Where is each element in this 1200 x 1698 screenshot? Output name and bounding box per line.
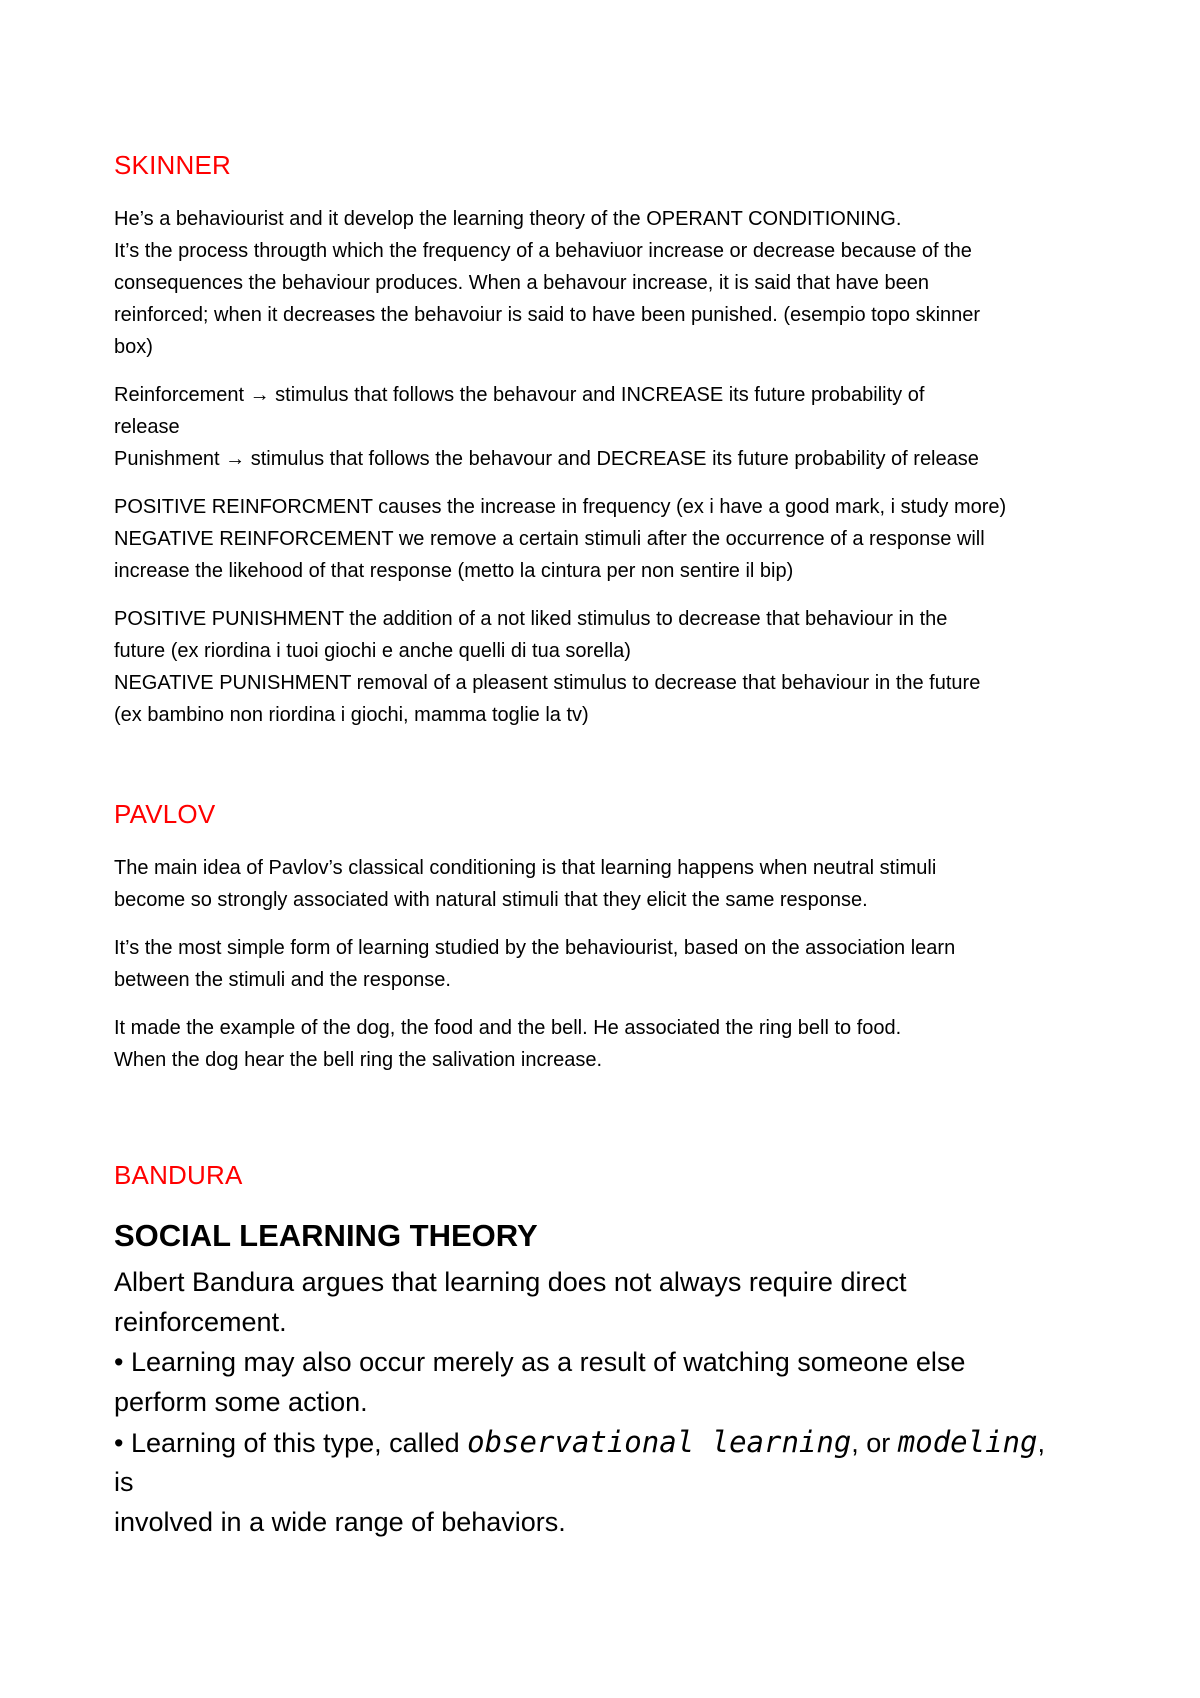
document-page	[114, 0, 1094, 1698]
bandura-line-1: Albert Bandura argues that learning does not always require direct	[114, 1267, 907, 1297]
pavlov-p2-line-1: It’s the most simple form of learning studied by the behaviourist, based on the association learn	[114, 937, 956, 959]
skinner-heading: SKINNER	[114, 150, 231, 180]
reinforcement-definition: Reinforcement → stimulus that follows the behavour and INCREASE its future probability of	[114, 384, 925, 406]
bandura-bullet-2-cont: is	[114, 1467, 134, 1497]
negative-punishment-line-cont: (ex bambino non riordina i giochi, mamma toglie la tv)	[114, 704, 589, 726]
social-learning-theory-title: SOCIAL LEARNING THEORY	[114, 1218, 538, 1253]
pavlov-p1-line-2: become so strongly associated with natural stimuli that they elicit the same response.	[114, 889, 868, 911]
bandura-bullet-1-cont: perform some action.	[114, 1387, 368, 1417]
pavlov-p2-line-2: between the stimuli and the response.	[114, 969, 451, 991]
skinner-line-1: He’s a behaviourist and it develop the learning theory of the OPERANT CONDITIONING.	[114, 208, 902, 230]
pavlov-p1-line-1: The main idea of Pavlov’s classical conditioning is that learning happens when neutral stimuli	[114, 857, 937, 879]
negative-punishment-line: NEGATIVE PUNISHMENT removal of a pleasent stimulus to decrease that behaviour in the future	[114, 672, 981, 694]
bullet-2-prefix: • Learning of this type, called	[114, 1428, 468, 1458]
positive-reinforcement-line: POSITIVE REINFORCMENT causes the increase in frequency (ex i have a good mark, i study more)	[114, 496, 1007, 518]
bandura-bullet-2	[114, 1422, 1045, 1463]
bullet-2-mid: , or	[851, 1428, 898, 1458]
punishment-definition: Punishment → stimulus that follows the behavour and DECREASE its future probability of release	[114, 448, 979, 470]
pavlov-p3-line-1: It made the example of the dog, the food and the bell. He associated the ring bell to food.	[114, 1017, 902, 1039]
pavlov-p3-line-2: When the dog hear the bell ring the salivation increase.	[114, 1049, 603, 1071]
bullet-2-suffix: ,	[1037, 1428, 1045, 1458]
skinner-line-5: box)	[114, 336, 153, 358]
reinforcement-definition-cont: release	[114, 416, 180, 438]
negative-reinforcement-line-cont: increase the likehood of that response (metto la cintura per non sentire il bip)	[114, 560, 794, 582]
modeling-term: modeling	[897, 1425, 1038, 1459]
negative-reinforcement-line: NEGATIVE REINFORCEMENT we remove a certain stimuli after the occurrence of a response will	[114, 528, 985, 550]
bandura-line-2: reinforcement.	[114, 1307, 287, 1337]
positive-punishment-line-cont: future (ex riordina i tuoi giochi e anche quelli di tua sorella)	[114, 640, 631, 662]
pavlov-heading: PAVLOV	[114, 799, 216, 829]
observational-learning-term: observational learning	[467, 1425, 852, 1459]
bandura-bullet-1: • Learning may also occur merely as a result of watching someone else	[114, 1347, 966, 1377]
skinner-line-2: It’s the process througth which the frequency of a behaviuor increase or decrease because of the	[114, 240, 972, 262]
positive-punishment-line: POSITIVE PUNISHMENT the addition of a not liked stimulus to decrease that behaviour in the	[114, 608, 948, 630]
bandura-last-line: involved in a wide range of behaviors.	[114, 1507, 566, 1537]
skinner-line-3: consequences the behaviour produces. When a behavour increase, it is said that have been	[114, 272, 929, 294]
bandura-heading: BANDURA	[114, 1160, 243, 1190]
skinner-line-4: reinforced; when it decreases the behavoiur is said to have been punished. (esempio topo skinner	[114, 304, 981, 326]
